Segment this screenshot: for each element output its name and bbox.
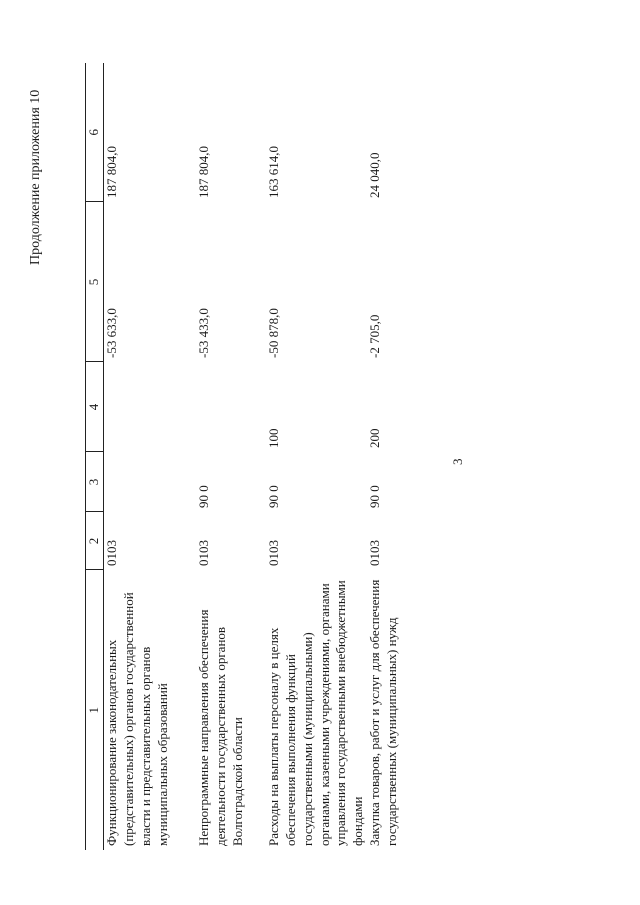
- continuation-label: Продолжение приложения 10: [28, 89, 43, 265]
- row-target: 90 0: [265, 485, 281, 508]
- row-name: Непрограммные направления обеспечения деятельности государственных органов Волгоградской области: [195, 609, 245, 846]
- row-type: 100: [265, 428, 281, 448]
- row-name: Функционирование законодательных (представительных) органов государственной власти и представительных органов муниципальных образований: [103, 592, 170, 846]
- table-row: [196, 63, 266, 850]
- row-code: 0103: [265, 540, 281, 566]
- col-header-2: 2: [86, 512, 104, 570]
- row-code: 0103: [195, 540, 211, 566]
- row-change: -53 633,0: [103, 308, 119, 358]
- table-header-row: [86, 63, 104, 850]
- row-code: 0103: [367, 540, 383, 566]
- col-header-6: 6: [86, 63, 104, 202]
- row-change: -50 878,0: [265, 308, 281, 358]
- row-total: 24 040,0: [367, 152, 383, 198]
- col-header-4: 4: [86, 362, 104, 452]
- table-row: [367, 63, 437, 850]
- row-total: 187 804,0: [195, 146, 211, 198]
- row-change: -53 433,0: [195, 308, 211, 358]
- row-code: 0103: [103, 540, 119, 566]
- page-number: 3: [450, 458, 465, 465]
- table-row: [266, 63, 367, 850]
- row-name: Закупка товаров, работ и услуг для обеспечения государственных (муниципальных) нужд: [367, 579, 400, 846]
- row-type: [196, 362, 266, 452]
- col-header-1: 1: [86, 570, 104, 850]
- table-row: [103, 63, 196, 850]
- row-target: 90 0: [195, 485, 211, 508]
- row-change: -2 705,0: [367, 314, 383, 358]
- row-type: [103, 362, 196, 452]
- row-total: 187 804,0: [103, 146, 119, 198]
- row-type: 200: [367, 428, 383, 448]
- col-header-3: 3: [86, 452, 104, 512]
- row-total: 163 614,0: [265, 146, 281, 198]
- budget-table: [85, 63, 437, 850]
- row-target: 90 0: [367, 485, 383, 508]
- col-header-5: 5: [86, 202, 104, 362]
- row-name: Расходы на выплаты персоналу в целях обеспечения выполнения функций государственными (муниципальными) органами, казенными учреждениями, органами управления государственными внебюджетными фондами: [265, 580, 366, 846]
- row-target: [103, 452, 196, 512]
